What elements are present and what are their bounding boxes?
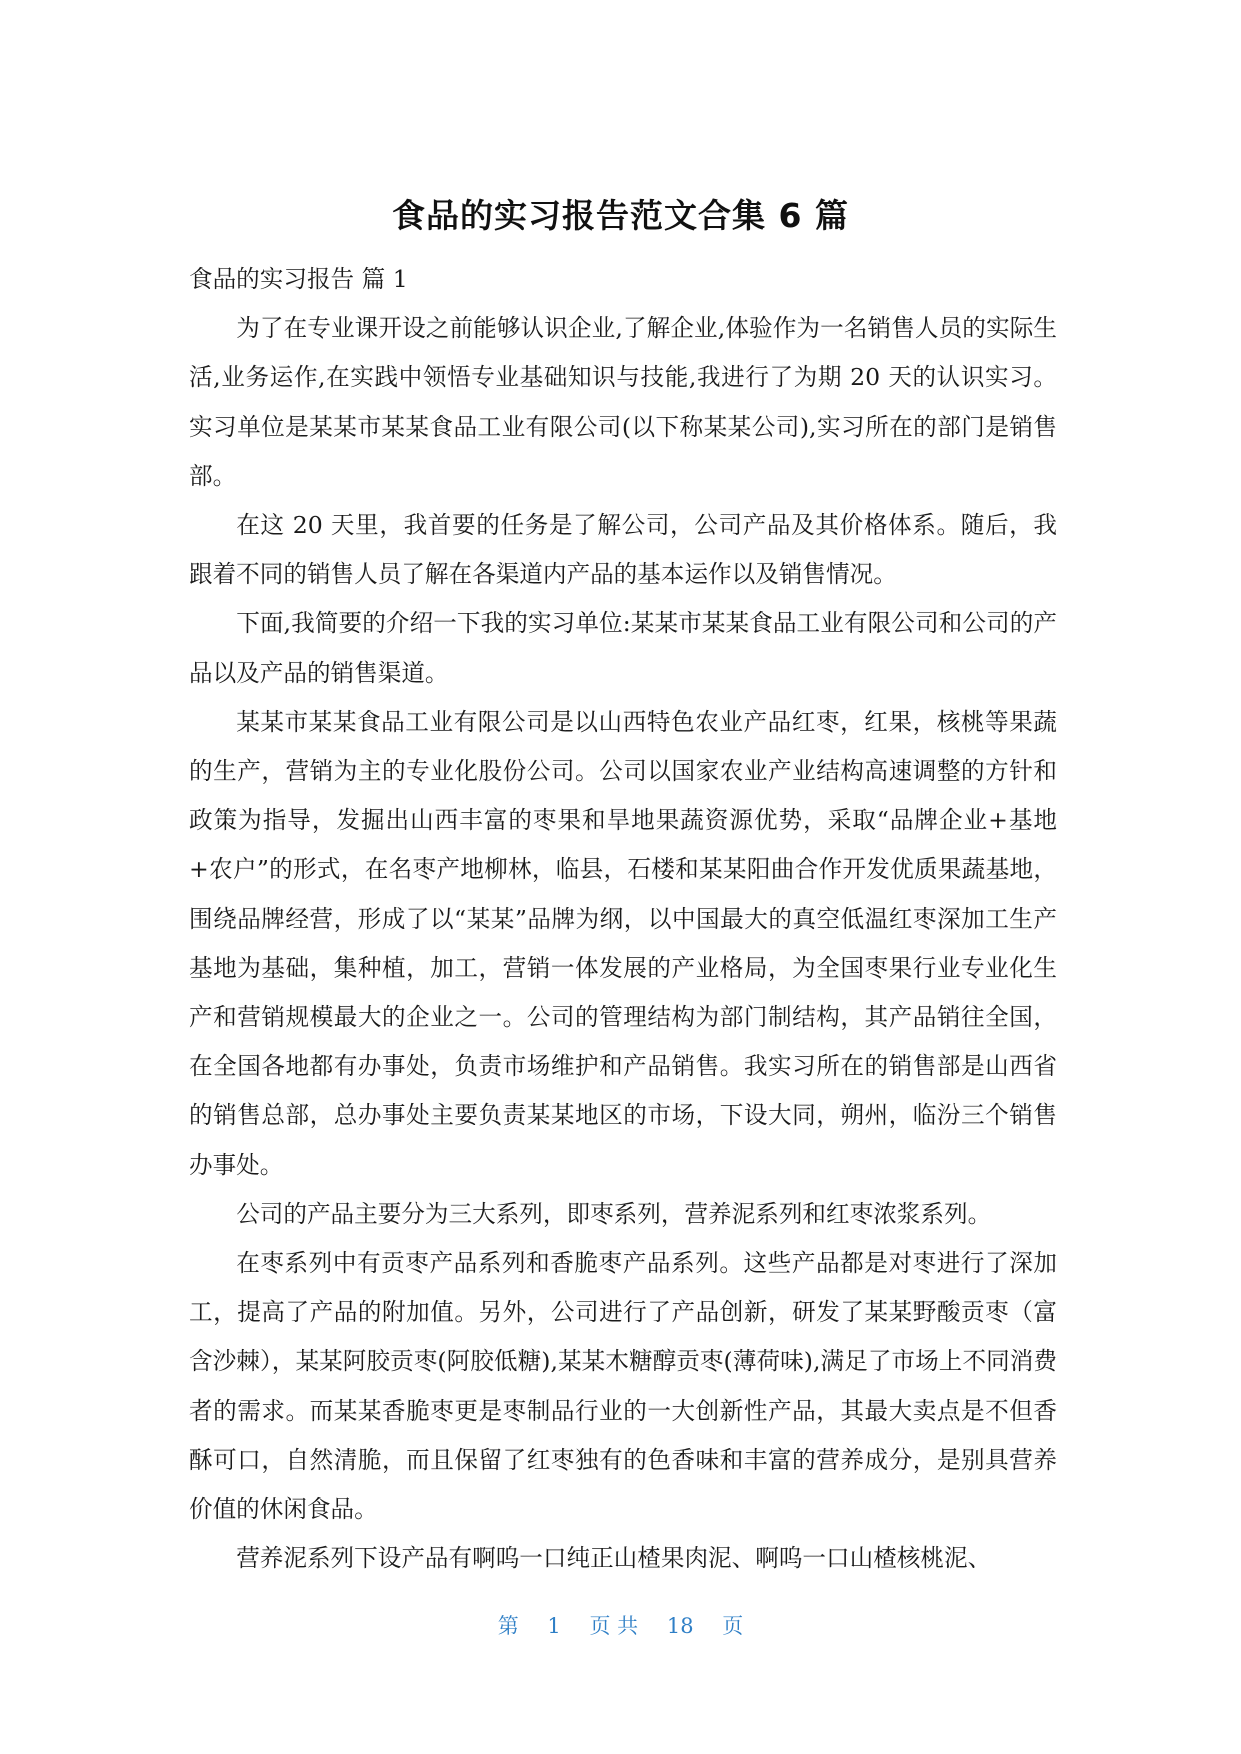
paragraph: 为了在专业课开设之前能够认识企业,了解企业,体验作为一名销售人员的实际生活,业务运作,在实践中领悟专业基础知识与技能,我进行了为期 20 天的认识实习。实习单位是某某市某某食品工业有限公司(以下称某某公司),实习所在的部门是销售部。 xyxy=(189,314,1057,490)
footer-page-number: 1 xyxy=(547,1614,561,1638)
paragraph: 某某市某某食品工业有限公司是以山西特色农业产品红枣，红果，核桃等果蔬的生产，营销为主的专业化股份公司。公司以国家农业产业结构高速调整的方针和政策为指导，发掘出山西丰富的枣果和旱地果蔬资源优势，采取“品牌企业+基地+农户”的形式，在名枣产地柳林，临县，石楼和某某阳曲合作开发优质果蔬基地，围绕品牌经营，形成了以“某某”品牌为纲，以中国最大的真空低温红枣深加工生产基地为基础，集种植，加工，营销一体发展的产业格局，为全国枣果行业专业化生产和营销规模最大的企业之一。公司的管理结构为部门制结构，其产品销往全国，在全国各地都有办事处，负责市场维护和产品销售。我实习所在的销售部是山西省的销售总部，总办事处主要负责某某地区的市场，下设大同，朔州，临汾三个销售办事处。 xyxy=(189,707,1057,1179)
page-footer xyxy=(0,1610,1241,1640)
paragraph: 在这 20 天里，我首要的任务是了解公司，公司产品及其价格体系。随后，我跟着不同的销售人员了解在各渠道内产品的基本运作以及销售情况。 xyxy=(189,511,1057,589)
footer-label-ye-gong: 页 共 xyxy=(589,1614,639,1638)
footer-label-di: 第 xyxy=(497,1614,519,1638)
footer-total-pages: 18 xyxy=(666,1614,694,1638)
paragraph: 公司的产品主要分为三大系列，即枣系列，营养泥系列和红枣浓浆系列。 xyxy=(236,1199,992,1228)
document-body xyxy=(189,255,1057,1583)
document-title: 食品的实习报告范文合集 6 篇 xyxy=(392,196,849,235)
footer-label-ye: 页 xyxy=(722,1614,744,1638)
paragraph: 在枣系列中有贡枣产品系列和香脆枣产品系列。这些产品都是对枣进行了深加工，提高了产品的附加值。另外，公司进行了产品创新，研发了某某野酸贡枣（富含沙棘），某某阿胶贡枣(阿胶低糖),某某木糖醇贡枣(薄荷味),满足了市场上不同消费者的需求。而某某香脆枣更是枣制品行业的一大创新性产品，其最大卖点是不但香酥可口，自然清脆，而且保留了红枣独有的色香味和丰富的营养成分，是别具营养价值的休闲食品。 xyxy=(189,1249,1057,1524)
paragraph: 下面,我简要的介绍一下我的实习单位:某某市某某食品工业有限公司和公司的产品以及产品的销售渠道。 xyxy=(189,609,1057,687)
section-subtitle: 食品的实习报告 篇 1 xyxy=(189,265,408,293)
paragraph: 营养泥系列下设产品有啊呜一口纯正山楂果肉泥、啊呜一口山楂核桃泥、 xyxy=(236,1544,992,1573)
